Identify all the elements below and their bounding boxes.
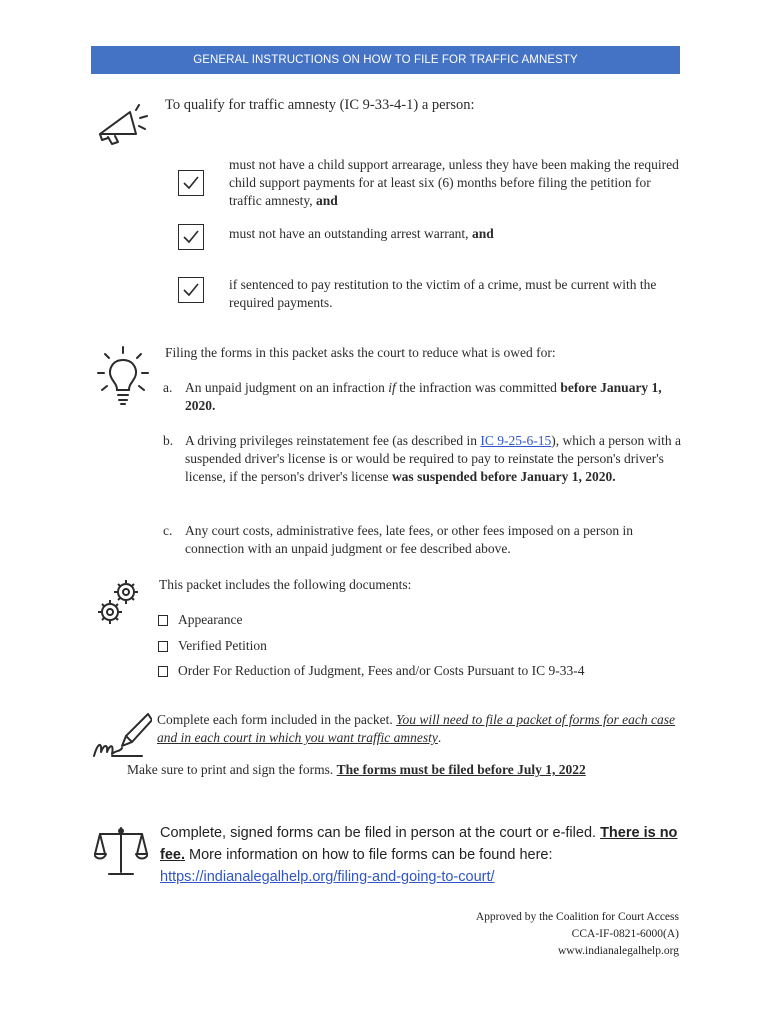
packet-document-3: Order For Reduction of Judgment, Fees and/or Costs Pursuant to IC 9-33-4 — [158, 662, 584, 680]
page-banner — [91, 46, 680, 74]
filing-item-c: c. Any court costs, administrative fees, late fees, or other fees imposed on a person in connection with an unpaid judgment or fee described above. — [163, 523, 633, 556]
footer-website: www.indianalegalhelp.org — [557, 945, 679, 957]
filing-item-a: a. An unpaid judgment on an infraction if the infraction was committed before January 1, 2020. — [163, 380, 662, 413]
print-instructions: Make sure to print and sign the forms. The forms must be filed before July 1, 2022 — [127, 762, 586, 777]
footer-form-code: CCA-IF-0821-6000(A) — [571, 928, 679, 940]
filing-item-b: b. A driving privileges reinstatement fee (as described in IC 9-25-6-15), which a person with a suspended driver's license is or would be required to pay to reinstate the person's driver's license, if the person's driver's license was suspended before January 1, 2020. — [163, 433, 681, 484]
lightbulb-icon — [96, 346, 150, 415]
footer-approval: Approved by the Coalition for Court Access — [475, 911, 679, 923]
checkbox-icon — [178, 224, 204, 250]
empty-checkbox-icon — [158, 615, 168, 626]
qualify-item-3: if sentenced to pay restitution to the victim of a crime, must be current with the required payments. — [229, 277, 657, 310]
empty-checkbox-icon — [158, 641, 168, 652]
qualify-item-2: must not have an outstanding arrest warrant, and — [229, 226, 494, 241]
packet-document-2: Verified Petition — [158, 637, 267, 655]
packet-document-1: Appearance — [158, 611, 242, 629]
filing-help-link[interactable]: https://indianalegalhelp.org/filing-and-going-to-court/ — [160, 869, 495, 885]
qualify-heading: To qualify for traffic amnesty (IC 9-33-4-1) a person: — [165, 97, 475, 113]
pen-signature-icon — [92, 712, 152, 767]
footer — [476, 909, 679, 960]
statute-link[interactable]: IC 9-25-6-15 — [480, 433, 552, 448]
checkbox-icon — [178, 277, 204, 303]
complete-instructions: Complete each form included in the packet. You will need to file a packet of forms for each case and in each court in which you want traffic amnesty. — [157, 712, 676, 745]
megaphone-icon — [96, 104, 152, 153]
qualify-item-1: must not have a child support arrearage, unless they have been making the required child support payments for at least six (6) months before filing the petition for traffic amnesty, and — [229, 157, 679, 208]
scales-icon — [94, 826, 148, 883]
banner-title: GENERAL INSTRUCTIONS ON HOW TO FILE FOR TRAFFIC AMNESTY — [193, 54, 578, 66]
packet-heading: This packet includes the following documents: — [159, 577, 412, 592]
filing-heading: Filing the forms in this packet asks the court to reduce what is owed for: — [165, 345, 556, 360]
gears-icon — [96, 576, 142, 633]
empty-checkbox-icon — [158, 666, 168, 677]
filing-info: Complete, signed forms can be filed in person at the court or e-filed. There is no fee. More information on how to file forms can be found here: https://indianalegalhelp.org/filing-and-going-to-court/ — [160, 825, 678, 885]
checkbox-icon — [178, 170, 204, 196]
